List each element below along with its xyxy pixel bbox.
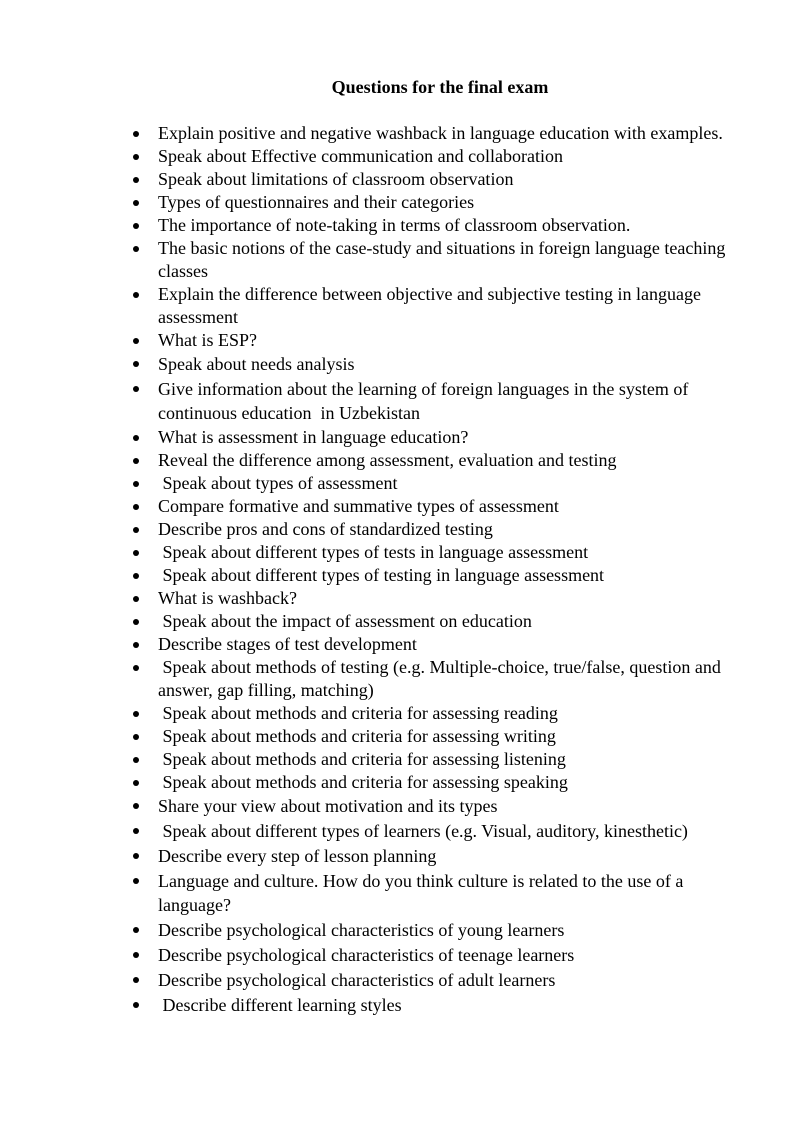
question-text: Give information about the learning of foreign languages in the system of continuous education in Uzbekistan bbox=[158, 379, 693, 423]
question-text: Describe every step of lesson planning bbox=[158, 846, 437, 866]
question-text: Describe psychological characteristics of teenage learners bbox=[158, 945, 575, 965]
bullet-icon bbox=[133, 386, 139, 392]
question-text: Explain the difference between objective and subjective testing in language assessment bbox=[158, 284, 706, 327]
list-item bbox=[0, 283, 758, 329]
question-text: Describe stages of test development bbox=[158, 634, 417, 654]
list-item bbox=[0, 633, 758, 656]
list-item bbox=[0, 819, 758, 843]
page-title: Questions for the final exam bbox=[331, 77, 549, 97]
question-text: The basic notions of the case-study and situations in foreign language teaching classes bbox=[158, 238, 730, 281]
bullet-icon bbox=[133, 977, 139, 983]
bullet-icon bbox=[133, 481, 139, 487]
question-text: Describe psychological characteristics of adult learners bbox=[158, 970, 556, 990]
bullet-icon bbox=[133, 927, 139, 933]
question-text: Explain positive and negative washback in language education with examples. bbox=[158, 123, 723, 143]
list-item bbox=[0, 449, 758, 472]
list-item bbox=[0, 943, 758, 967]
bullet-icon bbox=[133, 177, 139, 183]
list-item bbox=[0, 656, 758, 702]
bullet-icon bbox=[133, 665, 139, 671]
question-text: Speak about needs analysis bbox=[158, 354, 355, 374]
question-text: Compare formative and summative types of assessment bbox=[158, 496, 559, 516]
question-text: Share your view about motivation and its types bbox=[158, 796, 498, 816]
list-item bbox=[0, 844, 758, 868]
list-item bbox=[0, 748, 758, 771]
list-item bbox=[0, 145, 758, 168]
list-item bbox=[0, 191, 758, 214]
question-text: Speak about limitations of classroom observation bbox=[158, 169, 514, 189]
question-text: Speak about Effective communication and collaboration bbox=[158, 146, 564, 166]
question-text: Reveal the difference among assessment, evaluation and testing bbox=[158, 450, 617, 470]
question-text: Speak about the impact of assessment on education bbox=[158, 611, 532, 631]
bullet-icon bbox=[133, 200, 139, 206]
list-item bbox=[0, 610, 758, 633]
list-item bbox=[0, 168, 758, 191]
bullet-icon bbox=[133, 780, 139, 786]
list-item bbox=[0, 495, 758, 518]
list-item bbox=[0, 702, 758, 725]
question-text: Speak about types of assessment bbox=[158, 473, 398, 493]
bullet-icon bbox=[133, 711, 139, 717]
bullet-icon bbox=[133, 527, 139, 533]
list-item bbox=[0, 564, 758, 587]
list-item bbox=[0, 214, 758, 237]
question-text: Describe pros and cons of standardized testing bbox=[158, 519, 493, 539]
bullet-icon bbox=[133, 734, 139, 740]
bullet-icon bbox=[133, 803, 139, 809]
list-item bbox=[0, 587, 758, 610]
question-text: Speak about methods and criteria for assessing reading bbox=[158, 703, 558, 723]
bullet-icon bbox=[133, 504, 139, 510]
list-item bbox=[0, 329, 758, 352]
list-item bbox=[0, 518, 758, 541]
list-item bbox=[0, 968, 758, 992]
bullet-icon bbox=[133, 757, 139, 763]
bullet-icon bbox=[133, 642, 139, 648]
list-item bbox=[0, 122, 758, 145]
question-text: The importance of note-taking in terms of classroom observation. bbox=[158, 215, 631, 235]
list-item bbox=[0, 725, 758, 748]
question-text: Speak about different types of learners (e.g. Visual, auditory, kinesthetic) bbox=[158, 821, 688, 841]
bullet-icon bbox=[133, 573, 139, 579]
list-item bbox=[0, 794, 758, 818]
question-text: What is assessment in language education? bbox=[158, 427, 469, 447]
bullet-icon bbox=[133, 828, 139, 834]
bullet-icon bbox=[133, 853, 139, 859]
question-text: Speak about methods of testing (e.g. Multiple-choice, true/false, question and answer, gap filling, matching) bbox=[158, 657, 726, 700]
question-text: Describe psychological characteristics of young learners bbox=[158, 920, 565, 940]
bullet-icon bbox=[133, 246, 139, 252]
question-text: Speak about methods and criteria for assessing listening bbox=[158, 749, 566, 769]
question-list bbox=[0, 122, 758, 1018]
bullet-icon bbox=[133, 361, 139, 367]
bullet-icon bbox=[133, 952, 139, 958]
bullet-icon bbox=[133, 1002, 139, 1008]
bullet-icon bbox=[133, 458, 139, 464]
question-text: Speak about different types of tests in language assessment bbox=[158, 542, 589, 562]
list-item bbox=[0, 426, 758, 449]
list-item bbox=[0, 472, 758, 495]
question-text: Speak about methods and criteria for assessing speaking bbox=[158, 772, 568, 792]
bullet-icon bbox=[133, 292, 139, 298]
bullet-icon bbox=[133, 131, 139, 137]
question-text: Types of questionnaires and their categories bbox=[158, 192, 475, 212]
question-text: Speak about methods and criteria for assessing writing bbox=[158, 726, 556, 746]
list-item bbox=[0, 377, 758, 425]
bullet-icon bbox=[133, 550, 139, 556]
bullet-icon bbox=[133, 338, 139, 344]
bullet-icon bbox=[133, 619, 139, 625]
question-text: Language and culture. How do you think culture is related to the use of a language? bbox=[158, 871, 688, 915]
list-item bbox=[0, 237, 758, 283]
question-text: What is washback? bbox=[158, 588, 297, 608]
bullet-icon bbox=[133, 435, 139, 441]
question-text: Describe different learning styles bbox=[158, 995, 402, 1015]
bullet-icon bbox=[133, 223, 139, 229]
question-text: Speak about different types of testing in language assessment bbox=[158, 565, 605, 585]
question-text: What is ESP? bbox=[158, 330, 257, 350]
list-item bbox=[0, 541, 758, 564]
list-item bbox=[0, 993, 758, 1017]
bullet-icon bbox=[133, 154, 139, 160]
list-item bbox=[0, 918, 758, 942]
list-item bbox=[0, 869, 758, 917]
list-item bbox=[0, 771, 758, 794]
bullet-icon bbox=[133, 878, 139, 884]
list-item bbox=[0, 352, 758, 376]
bullet-icon bbox=[133, 596, 139, 602]
